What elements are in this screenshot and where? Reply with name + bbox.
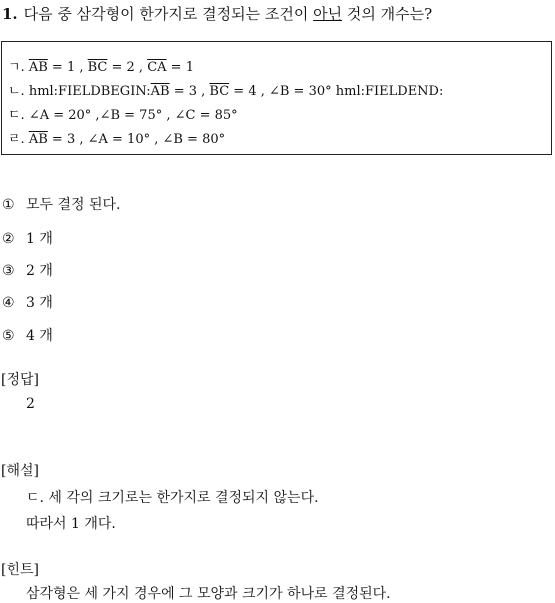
- question-number: 1.: [2, 5, 18, 23]
- hint-text: 삼각형은 세 가지 경우에 그 모양과 크기가 하나로 결정된다.: [26, 586, 391, 602]
- segment-label: $\overline{AB}$: [28, 60, 48, 75]
- question-text: 다음 중 삼각형이 한가지로 결정되는 조건이: [23, 5, 314, 23]
- segment-label: $\overline{AB}$: [150, 84, 170, 99]
- condition-text: = 3 , ∠A = 10° , ∠B = 80°: [47, 132, 226, 147]
- explanation-line-2: 따라서 1 개다.: [26, 516, 116, 532]
- choice-label: 1 개: [26, 231, 53, 247]
- question-stem: [2, 3, 432, 24]
- condition-2: [8, 80, 443, 99]
- choice-marker: ②: [2, 231, 15, 247]
- condition-text: = 1: [166, 60, 194, 75]
- explanation-heading: [해설]: [1, 463, 39, 479]
- answer-heading: [정답]: [1, 372, 39, 388]
- choice-label: 3 개: [26, 295, 53, 311]
- condition-label: ㄱ.: [8, 60, 29, 75]
- choice-1[interactable]: [2, 194, 121, 214]
- choice-4[interactable]: [2, 292, 53, 312]
- condition-1: [8, 56, 194, 75]
- choice-label: 2 개: [26, 263, 53, 279]
- condition-3: [8, 104, 238, 123]
- choice-marker: ③: [2, 263, 15, 279]
- segment-label: $\overline{BC}$: [209, 84, 230, 99]
- condition-4: [8, 128, 225, 147]
- segment-label: $\overline{CA}$: [147, 60, 167, 75]
- condition-text: = 3 ,: [169, 84, 210, 99]
- choice-marker: ①: [2, 197, 15, 213]
- condition-text: = 4 , ∠B = 30° hml:FIELDEND:: [229, 84, 444, 99]
- conditions-box: [1, 41, 552, 155]
- choice-2[interactable]: [2, 228, 53, 248]
- condition-text: = 1 ,: [47, 60, 88, 75]
- condition-label: ㄹ.: [8, 132, 29, 147]
- condition-label: ㄴ. hml:FIELDBEGIN:: [8, 84, 151, 99]
- explanation-line-1: ㄷ. 세 각의 크기로는 한가지로 결정되지 않는다.: [26, 490, 319, 506]
- choice-3[interactable]: [2, 260, 53, 280]
- condition-text: = 2 ,: [107, 60, 148, 75]
- question-text-end: 것의 개수는?: [342, 5, 433, 23]
- choice-5[interactable]: [2, 325, 53, 345]
- choice-label: 4 개: [26, 328, 53, 344]
- answer-value: 2: [26, 396, 35, 412]
- choice-label: 모두 결정 된다.: [26, 197, 121, 213]
- question-underlined-word: 아닌: [313, 5, 343, 23]
- segment-label: $\overline{BC}$: [87, 60, 108, 75]
- hint-heading: [힌트]: [1, 562, 39, 578]
- condition-text: ㄷ. ∠A = 20° ,∠B = 75° , ∠C = 85°: [8, 108, 238, 123]
- segment-label: $\overline{AB}$: [28, 132, 48, 147]
- choice-marker: ④: [2, 295, 15, 311]
- choice-marker: ⑤: [2, 328, 15, 344]
